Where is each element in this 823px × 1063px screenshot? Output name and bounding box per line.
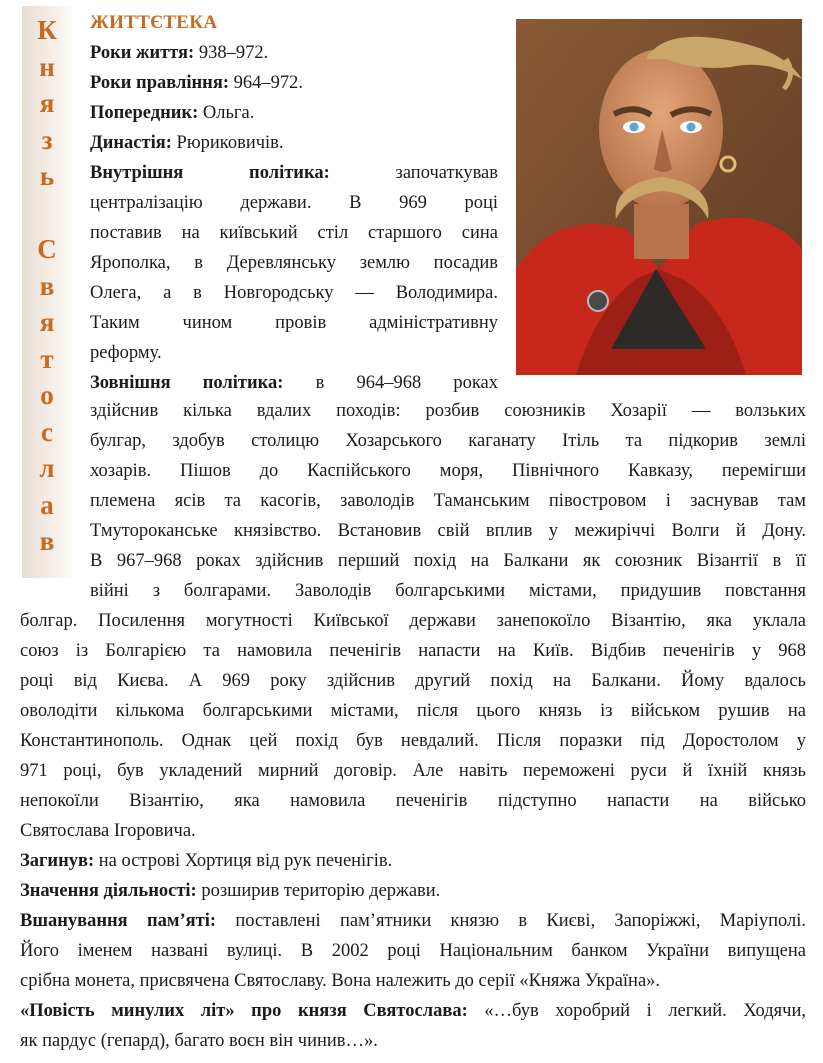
portrait-image xyxy=(516,19,802,375)
side-title-letter: н xyxy=(39,51,55,82)
side-title-vertical xyxy=(22,12,72,560)
side-title-letter: я xyxy=(39,88,55,118)
fact-reign-label: Роки правління: xyxy=(90,73,229,93)
memory-value: поставлені пам’ятники князю в Києві, Запоріжжі, Маріуполі. xyxy=(216,911,806,931)
fact-years-value: 938–972. xyxy=(194,43,269,63)
external-policy-label: Зовнішня політика: xyxy=(90,373,284,393)
external-policy-line: булгар, здобув столицю Хозарського каганату Ітіль та підкорив землі xyxy=(90,431,806,451)
external-policy-line: оволодіти кількома болгарськими містами, після цього князь із військом рушив на xyxy=(20,701,806,721)
external-policy-line: 971 році, був укладений мирний договір. Але навіть переможені руси й їхній князь xyxy=(20,761,806,781)
external-policy-line: непокоїли Візантію, яка намовила печенігів підступно напасти на військо xyxy=(20,791,806,811)
external-policy-line: болгар. Посилення могутності Київської держави занепокоїло Візантію, яка уклала xyxy=(20,611,806,631)
internal-policy-line: Таким чином провів адміністративну xyxy=(90,313,498,333)
external-policy-line: Святослава Ігоровича. xyxy=(20,821,196,841)
external-policy-line: здійснив кілька вдалих походів: розбив союзників Хозарії — волзьких xyxy=(90,401,806,421)
external-policy-line: війні з болгарами. Заволодів болгарськими містами, придушив повстання xyxy=(90,581,806,601)
fact-years xyxy=(90,38,498,68)
chronicle-label: «Повість минулих літ» про князя Святослава: xyxy=(20,1001,468,1021)
side-title-letter: с xyxy=(41,416,53,447)
memory-line: Його іменем названі вулиці. В 2002 році Національним банком України випущена xyxy=(20,941,806,961)
internal-policy-label: Внутрішня політика: xyxy=(90,163,330,183)
side-title-letter: а xyxy=(40,489,54,520)
side-title-letter: ь xyxy=(39,161,55,191)
significance-label: Значення діяльності: xyxy=(20,881,197,901)
fact-predecessor-label: Попередник: xyxy=(90,103,199,123)
side-title-letter: К xyxy=(37,15,57,45)
internal-policy-line: Ярополка, в Деревлянську землю посадив xyxy=(90,253,498,273)
death-label: Загинув: xyxy=(20,851,95,871)
memory-line-0 xyxy=(20,906,806,936)
fact-predecessor xyxy=(90,98,498,128)
fact-dynasty xyxy=(90,128,498,158)
internal-policy-line: централізацію держави. В 969 році xyxy=(90,193,498,213)
fact-dynasty-label: Династія: xyxy=(90,133,172,153)
significance-line xyxy=(20,876,806,906)
facts-block xyxy=(90,38,498,398)
external-policy-line: хозарів. Пішов до Каспійського моря, Північного Кавказу, перемігши xyxy=(90,461,806,481)
side-title-letter: С xyxy=(37,234,57,264)
internal-policy-line: реформу. xyxy=(90,343,162,363)
external-policy-line: Константинополь. Однак цей похід був невдалий. Після поразки під Доростолом у xyxy=(20,731,806,751)
memory-line: срібна монета, присвячена Святославу. Вона належить до серії «Княжа Україна». xyxy=(20,971,661,991)
external-policy-line: племена ясів та касогів, заволодів Таманським півостровом і заснував там xyxy=(90,491,806,511)
external-policy-line: союз із Болгарією та намовила печенігів напасти на Київ. Відбив печенігів у 968 xyxy=(20,641,806,661)
side-title-letter: т xyxy=(40,343,54,374)
external-policy-line: Тмутороканське князівство. Встановив свій вплив у межиріччі Волги й Дону. xyxy=(90,521,806,541)
significance-value: розширив територію держави. xyxy=(196,881,441,901)
chronicle-quote-line: як пардус (гепард), багато воєн він чинив…». xyxy=(20,1031,378,1051)
external-policy-wide xyxy=(90,396,806,576)
external-policy-line: році від Києва. А 969 року здійснив другий похід на Балкани. Йому вдалось xyxy=(20,671,806,691)
external-policy-line: В 967–968 роках здійснив перший похід на Балкани як союзник Візантії в її xyxy=(90,551,806,571)
death-line xyxy=(20,846,806,876)
internal-policy-line-0 xyxy=(90,158,498,188)
side-title-letter: о xyxy=(40,380,54,410)
memory-label: Вшанування пам’яті: xyxy=(20,911,217,931)
death-value: на острові Хортиця від рук печенігів. xyxy=(94,851,393,871)
side-title-letter: в xyxy=(39,270,55,301)
external-policy-line-0 xyxy=(90,368,498,398)
fact-years-label: Роки життя: xyxy=(90,43,195,63)
chronicle-quote: «…був хоробрий і легкий. Ходячи, xyxy=(467,1001,806,1021)
side-title-letter: я xyxy=(39,307,55,337)
internal-policy-line: поставив на київський стіл старшого сина xyxy=(90,223,498,243)
section-header: ЖИТТЄТЕКА xyxy=(90,12,218,33)
side-title-letter: в xyxy=(39,526,55,556)
internal-policy-text: започаткував xyxy=(329,163,499,183)
side-title-letter: л xyxy=(39,453,55,483)
fact-reign-value: 964–972. xyxy=(229,73,303,93)
external-policy-text: в 964–968 роках xyxy=(283,373,499,393)
fact-dynasty-value: Рюриковичів. xyxy=(171,133,284,153)
chronicle-line-0 xyxy=(20,996,806,1026)
side-title-letter: з xyxy=(41,124,53,155)
fact-reign xyxy=(90,68,498,98)
fact-predecessor-value: Ольга. xyxy=(198,103,255,123)
main-text-full xyxy=(20,576,806,1056)
internal-policy-line: Олега, а в Новгородську — Володимира. xyxy=(90,283,498,303)
